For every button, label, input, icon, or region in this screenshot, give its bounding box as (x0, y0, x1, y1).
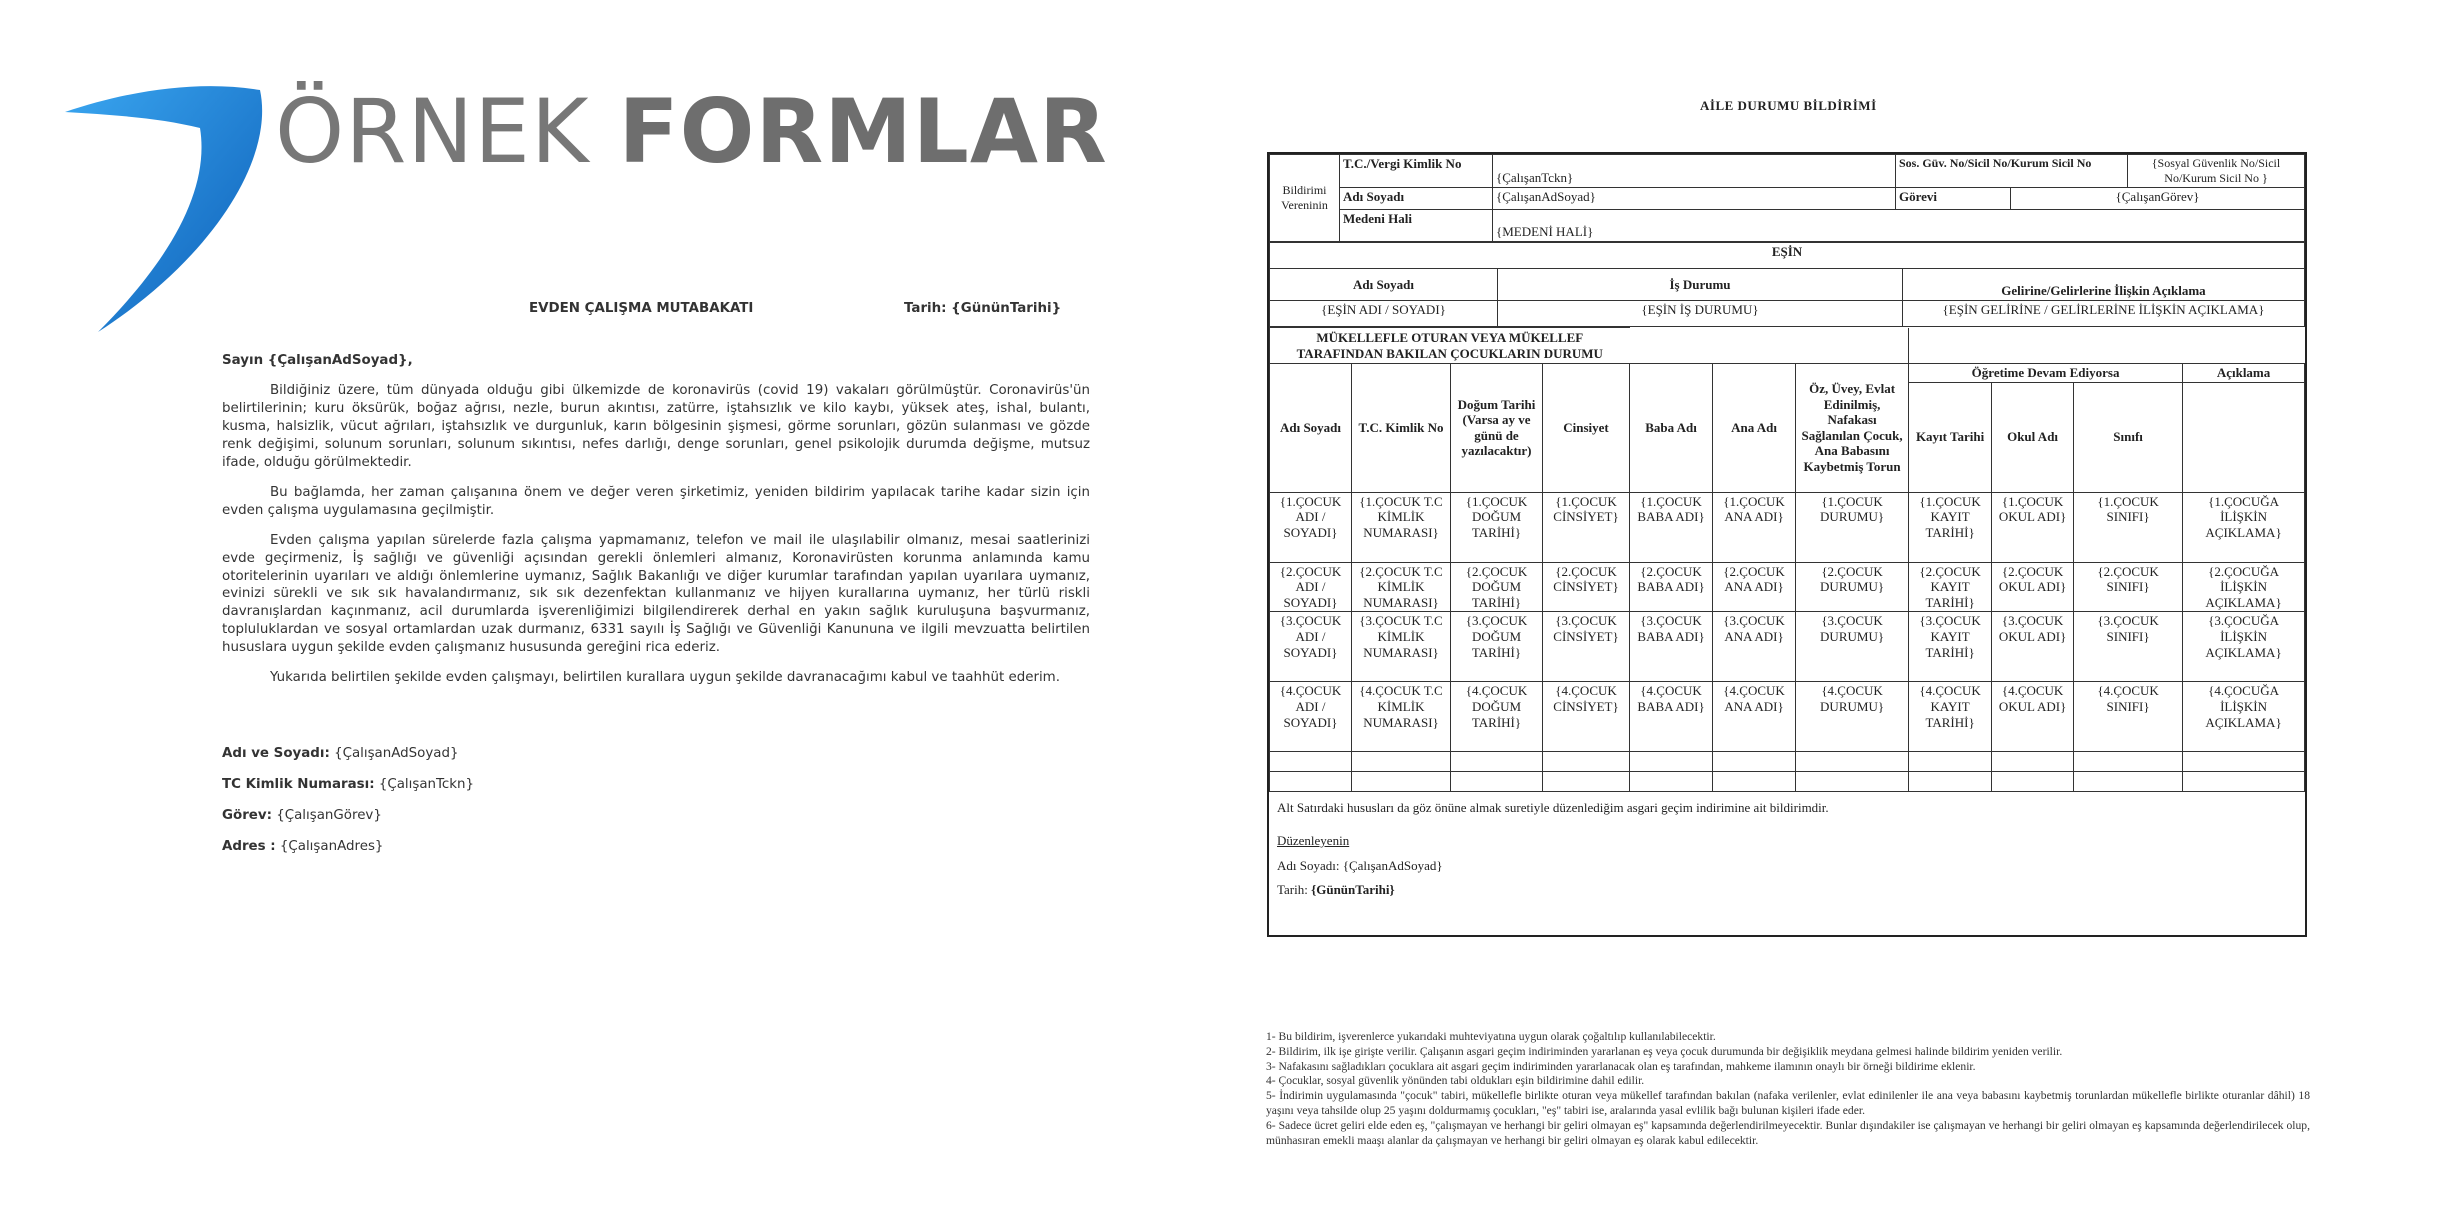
tc-label: T.C./Vergi Kimlik No (1340, 155, 1493, 188)
preparer-name: Adı Soyadı: {ÇalışanAdSoyad} (1277, 857, 1443, 873)
child-col-stepchild: Öz, Üvey, Evlat Edinilmiş, Nafakası Sağlanılan Çocuk, Ana Babasını Kaybetmiş Torun (1796, 364, 1909, 493)
child-cell: {1.ÇOCUK ANA ADI} (1713, 492, 1796, 562)
spouse-job-value: {EŞİN İŞ DURUMU} (1498, 301, 1903, 327)
child-col-gender: Cinsiyet (1543, 364, 1630, 493)
child-cell: {4.ÇOCUK CİNSİYET} (1543, 682, 1630, 752)
letter-date: Tarih: {GününTarihi} (904, 301, 1062, 316)
sig-label: Adı ve Soyadı: (222, 746, 330, 762)
child-cell: {1.ÇOCUK CİNSİYET} (1543, 492, 1630, 562)
children-header: MÜKELLEFLE OTURAN VEYA MÜKELLEF TARAFINDAN BAKILAN ÇOCUKLARIN DURUMU (1270, 328, 1630, 364)
role-label: Görevi (1896, 188, 2011, 210)
marital-value: {MEDENİ HALİ} (1493, 210, 2305, 242)
letter-signature-block (222, 745, 1090, 856)
preparer-date-label: Tarih: (1277, 882, 1312, 898)
child-cell: {4.ÇOCUK SINIFI} (2074, 682, 2183, 752)
child-row-empty (1270, 752, 2305, 772)
note-item: 5- İndirimin uygulamasında "çocuk" tabiri, mükellefle birlikte oturan veya mükellef tarafından bakılan (nafaka verilenler, evlat edinilenler ile ana veya babasını kaybetmiş torunlardan mükellefle birlikte oturanlar dâhil) 18 yaşını veya tahsilde olup 25 yaşını doldurmamış çocukları, "eş" tabiri ise, aralarında yasal evlilik bağı bulunan kişileri ifade eder. (1266, 1089, 2310, 1118)
child-row (1270, 492, 2305, 562)
form-footer (1269, 792, 2305, 907)
child-cell: {3.ÇOCUK ADI / SOYADI} (1270, 612, 1352, 682)
children-rows (1270, 492, 2305, 792)
child-cell: {2.ÇOCUK KAYIT TARİHİ} (1909, 562, 1992, 612)
child-cell: {1.ÇOCUK DOĞUM TARİHİ} (1451, 492, 1543, 562)
note-item: 4- Çocuklar, sosyal güvenlik yönünden tabi oldukları eşin bildirimine dahil edilir. (1266, 1074, 1645, 1088)
child-cell: {3.ÇOCUK CİNSİYET} (1543, 612, 1630, 682)
sig-value: {ÇalışanAdSoyad} (329, 746, 459, 762)
tc-value: {ÇalışanTckn} (1493, 155, 1896, 188)
name-value: {ÇalışanAdSoyad} (1493, 188, 1896, 210)
spouse-table (1269, 242, 2305, 327)
child-cell: {1.ÇOCUK SINIFI} (2074, 492, 2183, 562)
spouse-col-name: Adı Soyadı (1270, 269, 1498, 301)
child-col-note-blank (2183, 382, 2305, 492)
child-cell: {2.ÇOCUĞA İLİŞKİN AÇIKLAMA} (2183, 562, 2305, 612)
family-status-form (1267, 152, 2307, 937)
child-row (1270, 682, 2305, 752)
child-cell: {2.ÇOCUK BABA ADI} (1630, 562, 1713, 612)
letter-header (222, 300, 1090, 324)
letter-paragraph: Bu bağlamda, her zaman çalışanına önem ve değer veren şirketimiz, yeniden bildirim yapılacak tarihe kadar sizin için evden çalışma uygulamasına geçilmiştir. (222, 484, 1090, 518)
child-col-father: Baba Adı (1630, 364, 1713, 493)
children-table (1269, 327, 2305, 792)
brand-light: ÖRNEK (275, 80, 619, 183)
letter-title: EVDEN ÇALIŞMA MUTABAKATI (529, 301, 754, 316)
name-label: Adı Soyadı (1340, 188, 1493, 210)
child-cell: {3.ÇOCUK DOĞUM TARİHİ} (1451, 612, 1543, 682)
sig-label: Adres : (222, 839, 276, 855)
sig-address (222, 838, 1090, 856)
child-cell: {3.ÇOCUĞA İLİŞKİN AÇIKLAMA} (2183, 612, 2305, 682)
spouse-col-income: Gelirine/Gelirlerine İlişkin Açıklama (1903, 269, 2305, 301)
note-item: 1- Bu bildirim, işverenlerce yukarıdaki muhteviyatına uygun olarak çoğaltılıp kullanılabilecektir. (1266, 1030, 1716, 1043)
letter-paragraph: Yukarıda belirtilen şekilde evden çalışmayı, belirtilen kurallara uygun şekilde davranacağımı kabul ve taahhüt ederim. (270, 670, 1060, 686)
sig-label: TC Kimlik Numarası: (222, 777, 375, 793)
sig-role (222, 807, 1090, 825)
spouse-header: EŞİN (1270, 243, 2305, 269)
letter-document (222, 300, 1090, 869)
child-cell: {1.ÇOCUK OKUL ADI} (1992, 492, 2074, 562)
child-cell: {4.ÇOCUK T.C KİMLİK NUMARASI} (1352, 682, 1451, 752)
child-cell: {3.ÇOCUK ANA ADI} (1713, 612, 1796, 682)
child-cell: {4.ÇOCUK DURUMU} (1796, 682, 1909, 752)
child-cell: {1.ÇOCUĞA İLİŞKİN AÇIKLAMA} (2183, 492, 2305, 562)
declarant-label: Bildirimi Vereninin (1270, 155, 1340, 242)
child-cell: {2.ÇOCUK CİNSİYET} (1543, 562, 1630, 612)
sig-value: {ÇalışanTckn} (374, 777, 475, 793)
child-col-school: Okul Adı (1992, 382, 2074, 492)
sig-tc (222, 776, 1090, 794)
sig-value: {ÇalışanGörev} (271, 808, 382, 824)
child-cell: {1.ÇOCUK T.C KİMLİK NUMARASI} (1352, 492, 1451, 562)
spouse-income-value: {EŞİN GELİRİNE / GELİRLERİNE İLİŞKİN AÇIKLAMA} (1903, 301, 2305, 327)
sgk-label: Sos. Güv. No/Sicil No/Kurum Sicil No (1896, 155, 2128, 188)
preparer-date (1277, 878, 2297, 903)
declarant-table (1269, 154, 2305, 242)
child-cell: {4.ÇOCUK OKUL ADI} (1992, 682, 2074, 752)
child-col-note: Açıklama (2183, 364, 2305, 383)
child-row (1270, 612, 2305, 682)
child-col-regdate: Kayıt Tarihi (1909, 382, 1992, 492)
sig-name (222, 745, 1090, 763)
child-cell: {1.ÇOCUK DURUMU} (1796, 492, 1909, 562)
child-cell: {3.ÇOCUK BABA ADI} (1630, 612, 1713, 682)
note-item: 6- Sadece ücret geliri elde eden eş, "çalışmayan ve herhangi bir geliri olmayan eş" kapsamında değerlendirilmeyecektir. Bunlar dışındakiler ise çalışmayan ve herhangi bir geliri olmayan eş kapsamında değerlendirilecek olup, münhasıran emekli maaşı alanlar da çalışmayan ve herhangi bir geliri olmayan eş olarak kabul edilecektir. (1266, 1118, 2310, 1147)
spouse-col-job: İş Durumu (1498, 269, 1903, 301)
child-cell: {4.ÇOCUK ANA ADI} (1713, 682, 1796, 752)
child-cell: {3.ÇOCUK SINIFI} (2074, 612, 2183, 682)
children-header-spacer (1630, 328, 1909, 364)
child-cell: {3.ÇOCUK KAYIT TARİHİ} (1909, 612, 1992, 682)
child-cell: {3.ÇOCUK T.C KİMLİK NUMARASI} (1352, 612, 1451, 682)
child-cell: {2.ÇOCUK OKUL ADI} (1992, 562, 2074, 612)
child-cell: {2.ÇOCUK T.C KİMLİK NUMARASI} (1352, 562, 1451, 612)
child-cell: {1.ÇOCUK ADI / SOYADI} (1270, 492, 1352, 562)
letter-paragraph: Evden çalışma yapılan sürelerde fazla çalışma yapmamanız, telefon ve mail ile ulaşılabilir olmanız, mesai saatlerinizi evde geçirmeniz, İş sağlığı ve güvenliği açısından gerekli önlemleri almanız, Koronavirüsten korunma anlamında kamu otoritelerinin uyarıları ve aldığı önlemlerine uymanız, Sağlık Bakanlığı ve diğer kurumlar tarafından yapılan uyarılara uymanız, evinizi sürekli ve sık sık havalandırmanız, sık sık dezenfektan kullanmanız ve hijyen kurallarına uymanız, her türlü riskli davranışlardan kaçınmanız, acil durumlarda işverenliğimizi bilgilendirerek derhal en yakın sağlık kuruluşuna başvurmanız, topluluklardan ve sosyal ortamlardan uzak durmanız, 6331 sayılı İş Sağlığı ve Güvenliği Kanununa ve ilgili mevzuatta belirtilen hususlara uygun şekilde evden çalışmanız hususunda gereğini rica ederiz. (222, 532, 1090, 656)
brand-name (275, 80, 1108, 183)
form-footer-text: Alt Satırdaki hususları da göz önüne almak suretiyle düzenlediğim asgari geçim indirimine ait bildirimdir. (1277, 800, 1829, 816)
child-cell: {4.ÇOCUĞA İLİŞKİN AÇIKLAMA} (2183, 682, 2305, 752)
sgk-value: {Sosyal Güvenlik No/Sicil No/Kurum Sicil No } (2128, 155, 2305, 188)
child-cell: {2.ÇOCUK DURUMU} (1796, 562, 1909, 612)
sig-value: {ÇalışanAdres} (275, 839, 384, 855)
note-item: 2- Bildirim, ilk işe girişte verilir. Çalışanın asgari geçim indiriminden yararlanan eş veya çocuk durumunda bir değişiklik meydana gelmesi halinde bildirim yeniden verilir. (1266, 1044, 2063, 1058)
child-cell: {4.ÇOCUK BABA ADI} (1630, 682, 1713, 752)
child-cell: {1.ÇOCUK KAYIT TARİHİ} (1909, 492, 1992, 562)
child-col-grade: Sınıfı (2074, 382, 2183, 492)
letter-paragraph: Bildiğiniz üzere, tüm dünyada olduğu gibi ülkemizde de koronavirüs (covid 19) vakaları görülmüştür. Coronavirüs'ün belirtilerinin; kuru öksürük, boğaz ağrısı, nezle, burun akıntısı, zatürre, iştahsızlık ve kilo kaybı, yüksek ateş, ishal, bulantı, kusma, halsizlik, vücut ağrıları, iştahsızlık ve durgunluk, karın bölgesinin şişmesi, görme sorunları, gözün sulanması ve gözde renk değişimi, solunum sorunları, solunum sıkıntısı, nefes darlığı, denge sorunları, genel psikolojik durumda değişme, mutsuz ifade, olduğu görülmektedir. (222, 382, 1090, 470)
brand-bold: FORMLAR (618, 80, 1108, 183)
child-row-empty (1270, 772, 2305, 792)
child-cell: {4.ÇOCUK KAYIT TARİHİ} (1909, 682, 1992, 752)
child-cell: {3.ÇOCUK DURUMU} (1796, 612, 1909, 682)
child-col-mother: Ana Adı (1713, 364, 1796, 493)
form-notes (1266, 1030, 2310, 1149)
child-cell: {2.ÇOCUK ANA ADI} (1713, 562, 1796, 612)
spouse-name-value: {EŞİN ADI / SOYADI} (1270, 301, 1498, 327)
child-col-birth: Doğum Tarihi (Varsa ay ve günü de yazılacaktır) (1451, 364, 1543, 493)
preparer-date-value: {GününTarihi} (1311, 882, 1395, 898)
child-cell: {2.ÇOCUK ADI / SOYADI} (1270, 562, 1352, 612)
role-value: {ÇalışanGörev} (2011, 188, 2305, 210)
note-item: 3- Nafakasını sağladıkları çocuklara ait asgari geçim indiriminden yararlanacak olan eş tarafından, mahkeme ilamının onaylı bir örneği bildirime eklenir. (1266, 1059, 1976, 1073)
preparer-label: Düzenleyenin (1277, 833, 1350, 849)
form-title: AİLE DURUMU BİLDİRİMİ (1700, 98, 1877, 113)
child-col-tc: T.C. Kimlik No (1352, 364, 1451, 493)
child-cell: {4.ÇOCUK DOĞUM TARİHİ} (1451, 682, 1543, 752)
child-col-education: Öğretime Devam Ediyorsa (1909, 364, 2183, 383)
child-cell: {2.ÇOCUK SINIFI} (2074, 562, 2183, 612)
child-cell: {1.ÇOCUK BABA ADI} (1630, 492, 1713, 562)
child-cell: {3.ÇOCUK OKUL ADI} (1992, 612, 2074, 682)
marital-label: Medeni Hali (1340, 210, 1493, 242)
child-cell: {4.ÇOCUK ADI / SOYADI} (1270, 682, 1352, 752)
child-cell: {2.ÇOCUK DOĞUM TARİHİ} (1451, 562, 1543, 612)
child-row (1270, 562, 2305, 612)
sig-label: Görev: (222, 808, 272, 824)
children-header-blank (1909, 328, 2305, 364)
letter-salutation: Sayın {ÇalışanAdSoyad}, (222, 353, 413, 368)
child-col-name: Adı Soyadı (1270, 364, 1352, 493)
